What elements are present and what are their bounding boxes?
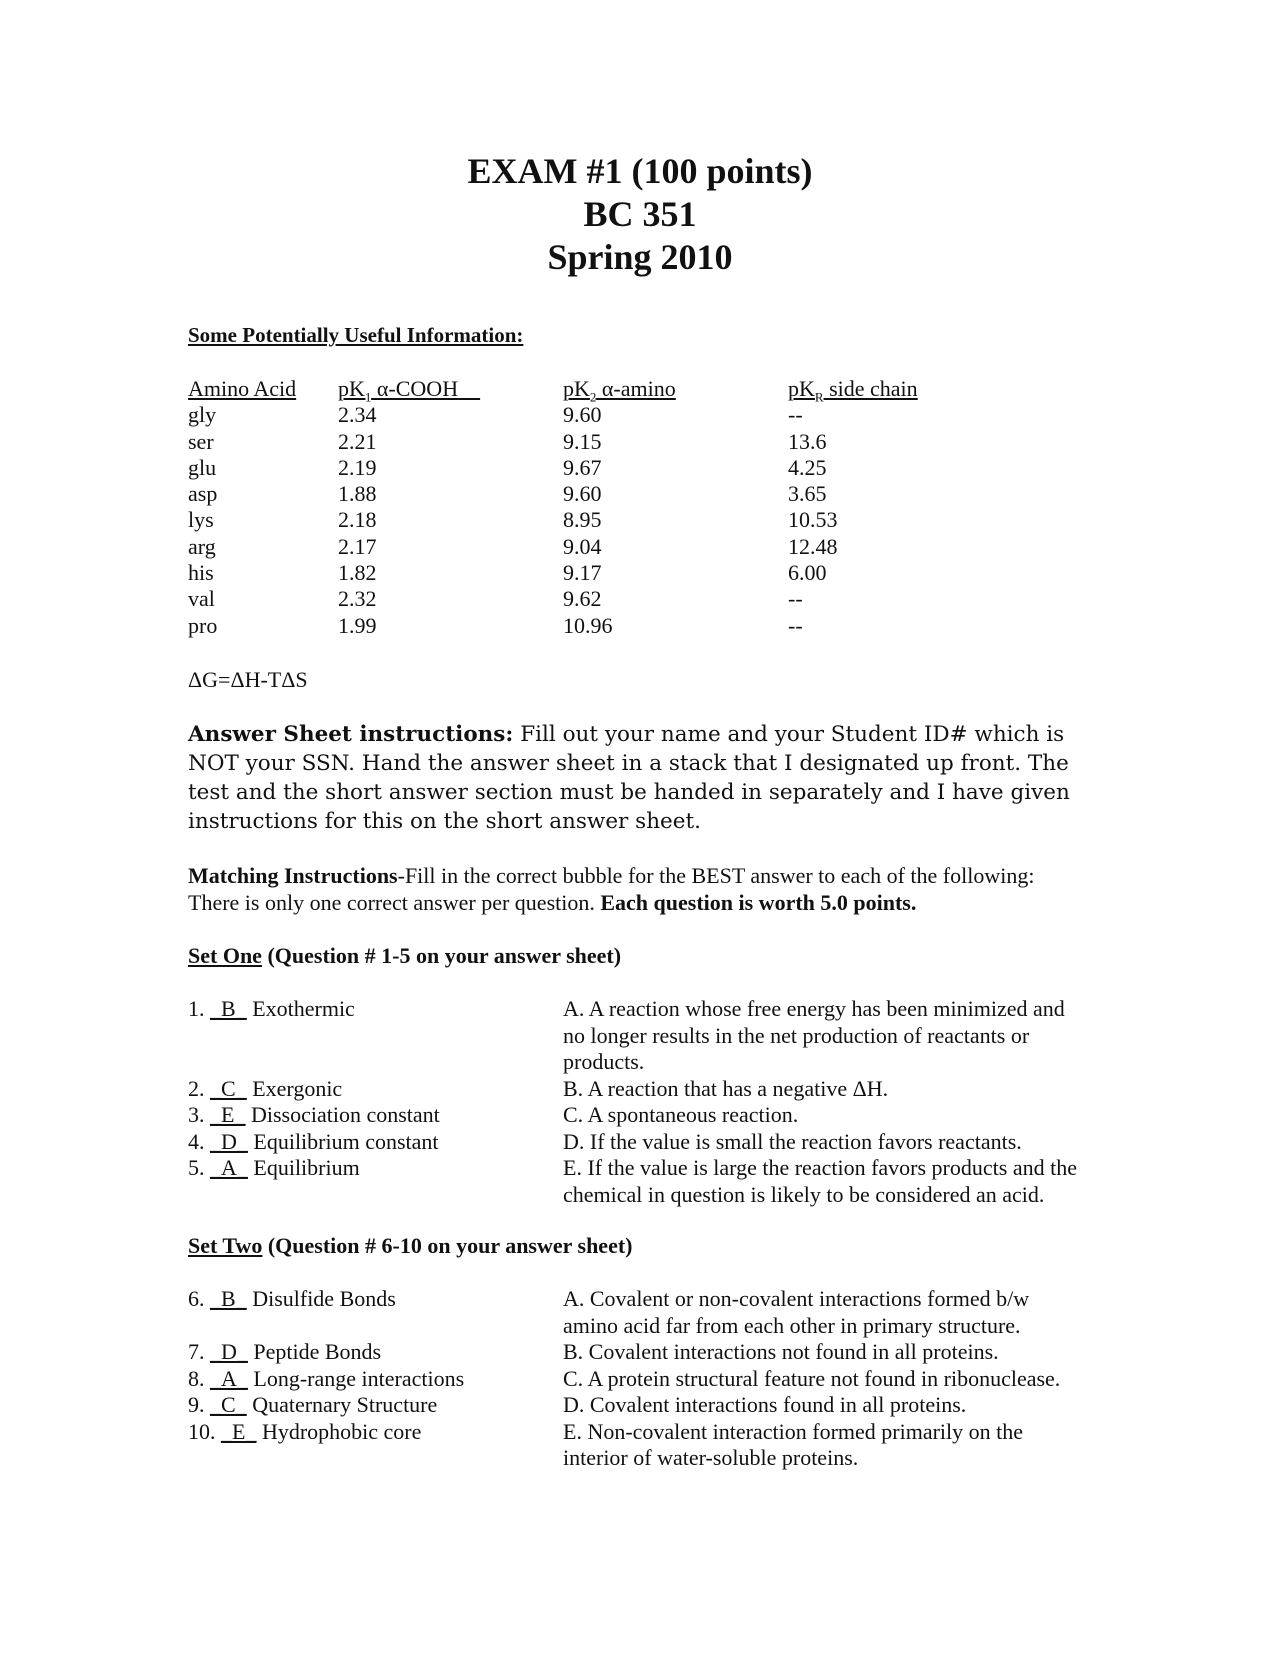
table-row: asp 1.88 9.60 3.65	[188, 481, 827, 507]
table-row: his 1.82 9.17 6.00	[188, 560, 827, 586]
table-row: val 2.32 9.62 --	[188, 586, 803, 612]
list-item: 10. _E_ Hydrophobic core E. Non-covalent interaction formed primarily on the interior of water-soluble proteins.	[188, 1418, 1024, 1470]
answer-sheet-text: Fill out your name and your Student ID# which is NOT your SSN. Hand the answer sheet in a stack that I designated up front. The test and the short answer section must be handed in separately and I have given instructions for this on the short answer sheet.	[188, 722, 1070, 834]
set-one-list	[188, 996, 1088, 1208]
answer-blank: _C_	[210, 1392, 247, 1417]
matching-label: Matching Instructions	[188, 863, 398, 888]
matching-instructions	[188, 862, 1088, 916]
set-two-heading: Set Two (Question # 6-10 on your answer sheet)	[188, 1233, 633, 1258]
table-row: pro 1.99 10.96 --	[188, 612, 803, 638]
points-note: Each question is worth 5.0 points.	[600, 890, 917, 915]
list-item: 8. _A_ Long-range interactions C. A protein structural feature not found in ribonuclease.	[188, 1365, 1061, 1391]
gibbs-equation: ΔG=ΔH-TΔS	[188, 667, 308, 692]
list-item: 3. _E_ Dissociation constant C. A spontaneous reaction.	[188, 1102, 799, 1127]
col-pk1: $pK_1$ α-COOH	[338, 376, 459, 405]
col-amino-acid: Amino Acid	[188, 376, 297, 401]
answer-blank: _D_	[210, 1128, 248, 1154]
table-header-row	[188, 376, 948, 402]
answer-blank: _D_	[210, 1339, 248, 1364]
answer-blank: _C_	[210, 1075, 247, 1101]
term: Spring 2010	[547, 237, 733, 277]
list-item: 1. _B_ Exothermic A. A reaction whose free energy has been minimized and no longer results in the net production of reactants or products.	[188, 996, 1065, 1074]
answer-blank: _A_	[210, 1155, 248, 1180]
table-row: ser 2.21 9.15 13.6	[188, 428, 827, 454]
set-two-list	[188, 1286, 1088, 1472]
col-pkr: $pK_R$ side chain	[788, 376, 918, 405]
exam-title: EXAM #1 (100 points)	[467, 151, 813, 191]
table-row: glu 2.19 9.67 4.25	[188, 454, 827, 480]
answer-blank: _E_	[210, 1102, 246, 1127]
amino-acid-table	[188, 376, 948, 639]
answer-blank: _B_	[210, 996, 247, 1021]
answer-blank: _A_	[210, 1365, 248, 1391]
table-row: lys 2.18 8.95 10.53	[188, 507, 838, 533]
answer-sheet-instructions	[188, 720, 1088, 836]
set-one-heading: Set One (Question # 1-5 on your answer sheet)	[188, 943, 622, 968]
course-code: BC 351	[583, 194, 697, 234]
answer-sheet-label: Answer Sheet instructions:	[188, 722, 514, 747]
list-item: 9. _C_ Quaternary Structure D. Covalent interactions found in all proteins.	[188, 1392, 967, 1417]
info-heading: Some Potentially Useful Information:	[188, 323, 524, 347]
list-item: 7. _D_ Peptide Bonds B. Covalent interactions not found in all proteins.	[188, 1339, 999, 1364]
matching-text: -Fill in the correct bubble for the BEST answer to each of the following: There is only one correct answer per question.	[188, 863, 1035, 915]
col-pk2: $pK_2$ α-amino	[563, 376, 676, 405]
table-row: arg 2.17 9.04 12.48	[188, 533, 838, 559]
list-item: 2. _C_ Exergonic B. A reaction that has a negative ΔH.	[188, 1075, 889, 1101]
answer-blank: _B_	[210, 1286, 247, 1311]
exam-title-block	[0, 150, 1280, 279]
table-row: gly 2.34 9.60 --	[188, 402, 803, 428]
list-item: 4. _D_ Equilibrium constant D. If the value is small the reaction favors reactants.	[188, 1128, 1022, 1154]
list-item: 5. _A_ Equilibrium E. If the value is large the reaction favors products and the chemical in question is likely to be considered an acid.	[188, 1155, 1077, 1207]
answer-blank: _E_	[221, 1418, 257, 1444]
list-item: 6. _B_ Disulfide Bonds A. Covalent or non-covalent interactions formed b/w amino acid far from each other in primary structure.	[188, 1286, 1030, 1338]
